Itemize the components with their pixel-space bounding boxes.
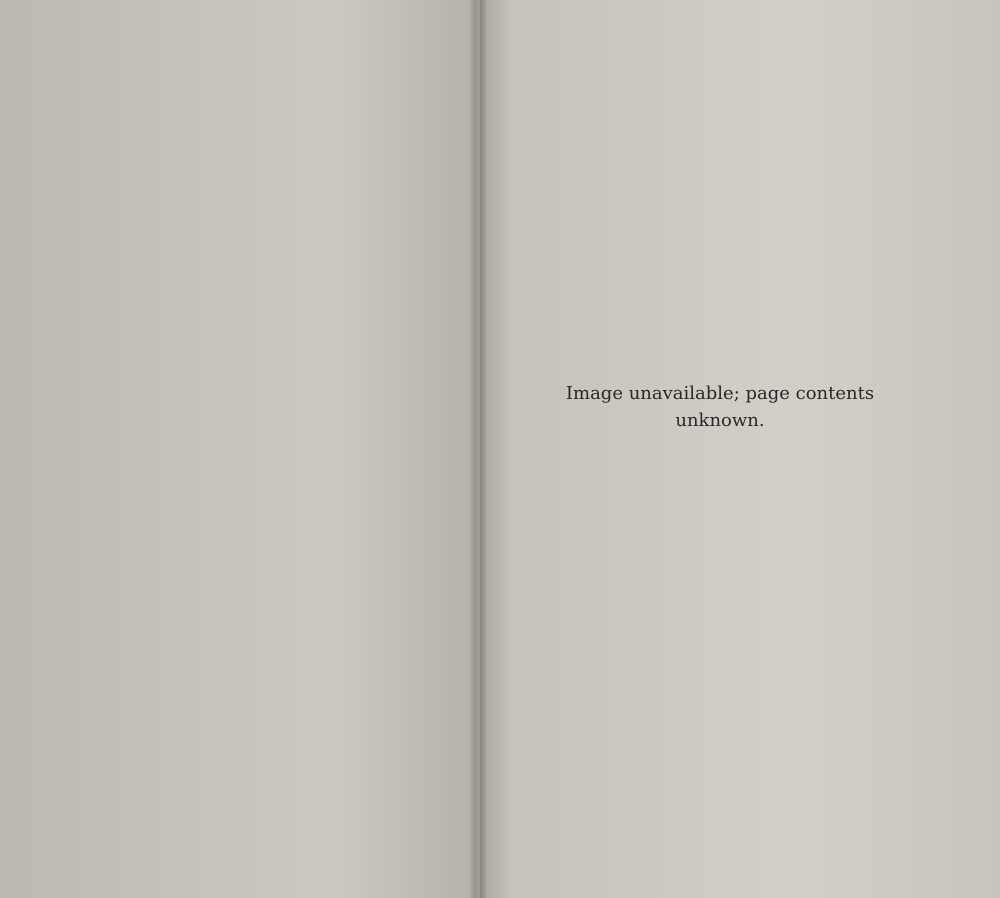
left-page (0, 0, 476, 898)
missing-image-notice: Image unavailable; page contents unknown. (565, 383, 875, 431)
right-page (480, 0, 1000, 898)
book-gutter (470, 0, 486, 898)
